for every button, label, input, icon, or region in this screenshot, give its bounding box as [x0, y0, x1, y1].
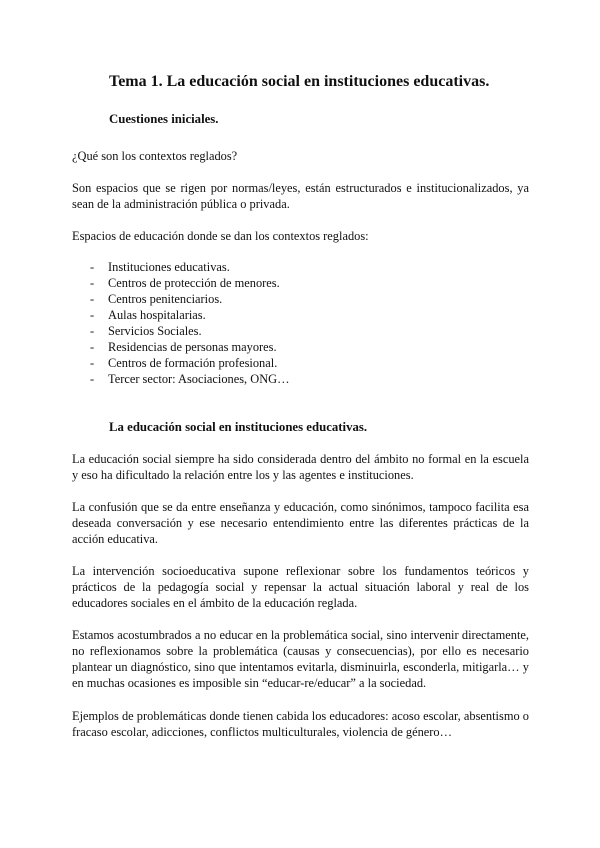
question-paragraph: ¿Qué son los contextos reglados? [72, 149, 238, 163]
list-item-text: Centros de protección de menores. [108, 276, 280, 290]
bullet-dash: - [90, 276, 95, 290]
bullet-dash: - [90, 308, 95, 322]
list-item [72, 371, 289, 387]
section-heading-educacion: La educación social en instituciones educativas. [109, 420, 368, 434]
spaces-list [72, 259, 289, 387]
definition-paragraph: Son espacios que se rigen por normas/leyes, están estructurados e institucionalizados, ya sean de la administración pública o privada. [72, 181, 529, 211]
list-item [72, 275, 289, 291]
bullet-dash: - [90, 356, 95, 370]
body-paragraph: La educación social siempre ha sido considerada dentro del ámbito no formal en la escuela y eso ha dificultado la relación entre los y las agentes e instituciones. [72, 452, 529, 482]
page-title: Tema 1. La educación social en instituciones educativas. [109, 73, 490, 90]
list-item [72, 291, 289, 307]
list-item-text: Servicios Sociales. [108, 324, 202, 338]
bullet-dash: - [90, 372, 95, 386]
list-item-text: Aulas hospitalarias. [108, 308, 206, 322]
list-item [72, 307, 289, 323]
body-paragraph: La intervención socioeducativa supone reflexionar sobre los fundamentos teóricos y prácticos de la pedagogía social y repensar la actual situación laboral y real de los educadores sociales en el ámbito de la educación reglada. [72, 564, 529, 610]
list-item-text: Tercer sector: Asociaciones, ONG… [108, 372, 290, 386]
body-paragraph: Estamos acostumbrados a no educar en la problemática social, sino intervenir directamente, no reflexionamos sobre la problemática (causas y consecuencias), por ello es necesario plantear un diagnóstico, sino que intentamos evitarla, disminuirla, esconderla, mitigarla… y en muchas ocasiones es imposible sin “educar-re/educar” a la sociedad. [72, 628, 529, 690]
list-item-text: Centros de formación profesional. [108, 356, 278, 370]
bullet-dash: - [90, 340, 95, 354]
list-item [72, 339, 289, 355]
list-item-text: Residencias de personas mayores. [108, 340, 277, 354]
bullet-dash: - [90, 260, 95, 274]
list-item [72, 355, 289, 371]
body-paragraph: La confusión que se da entre enseñanza y educación, como sinónimos, tampoco facilita esa deseada conversación y ese necesario entendimiento entre las diferentes prácticas de la acción educativa. [72, 500, 529, 546]
section-heading-cuestiones: Cuestiones iniciales. [109, 112, 219, 126]
list-item-text: Instituciones educativas. [108, 260, 230, 274]
list-item-text: Centros penitenciarios. [108, 292, 223, 306]
spaces-intro-paragraph: Espacios de educación donde se dan los contextos reglados: [72, 229, 369, 243]
body-paragraph: Ejemplos de problemáticas donde tienen cabida los educadores: acoso escolar, absentismo o fracaso escolar, adicciones, conflictos multiculturales, violencia de género… [72, 709, 529, 739]
list-item [72, 259, 289, 275]
list-item [72, 323, 289, 339]
bullet-dash: - [90, 292, 95, 306]
bullet-dash: - [90, 324, 95, 338]
